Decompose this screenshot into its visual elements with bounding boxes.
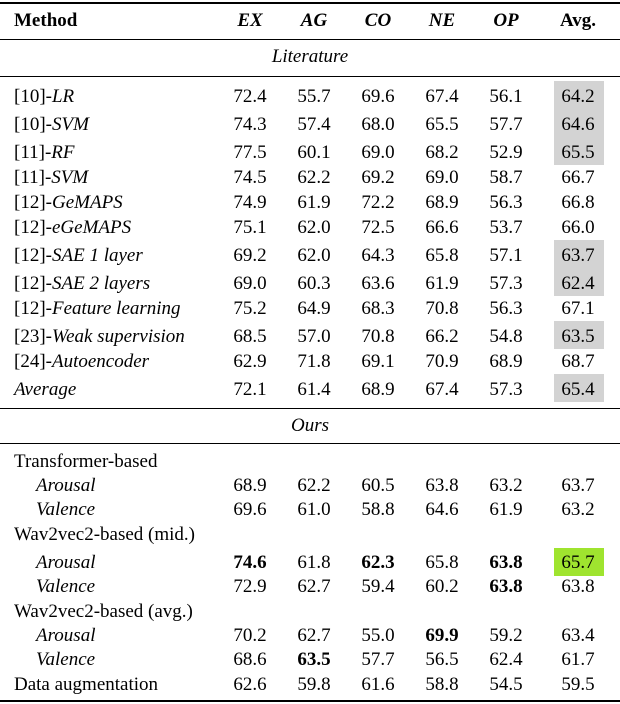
cell: 62.4 [489, 649, 523, 670]
row-label: Arousal [36, 475, 96, 496]
header-row [0, 9, 620, 33]
cell: 63.2 [489, 475, 523, 496]
cell: 65.4 [561, 379, 595, 400]
reference: [11]- [14, 142, 52, 163]
method-label [14, 85, 74, 109]
reference: [12]- [14, 273, 52, 294]
header-rule [0, 39, 620, 40]
cell: 57.7 [361, 649, 395, 670]
method-name: SAE 1 layer [51, 245, 143, 266]
cell: 69.2 [361, 167, 395, 188]
cell: 68.9 [361, 379, 395, 400]
cell: 54.8 [489, 326, 523, 347]
group-wav2vec2-avg [0, 600, 620, 624]
cell: 61.6 [361, 674, 395, 695]
row-data-augmentation [0, 673, 620, 697]
cell: 65.8 [425, 245, 459, 266]
row-transformer-valence [0, 498, 620, 522]
cell: 59.8 [297, 674, 331, 695]
method-name: LR [51, 86, 75, 107]
group-transformer [0, 450, 620, 474]
cell: 62.7 [297, 625, 331, 646]
cell: 68.0 [361, 114, 395, 135]
method-name: SVM [51, 114, 89, 135]
row-transformer-arousal [0, 474, 620, 498]
cell: 63.7 [561, 245, 595, 266]
cell: 63.4 [561, 625, 595, 646]
cell: 60.1 [297, 142, 331, 163]
cell: 52.9 [489, 142, 523, 163]
cell: 56.3 [489, 192, 523, 213]
reference: [11]- [14, 167, 52, 188]
header-co: CO [364, 10, 392, 31]
cell: 62.0 [297, 245, 331, 266]
cell: 70.9 [425, 351, 459, 372]
cell: 68.9 [233, 475, 267, 496]
row-wav-avg-arousal [0, 624, 620, 648]
cell: 68.2 [425, 142, 459, 163]
cell-best: 62.3 [361, 552, 395, 573]
cell-best: 63.5 [297, 649, 331, 670]
literature-row [0, 216, 620, 240]
cell: 65.8 [425, 552, 459, 573]
cell: 66.6 [425, 217, 459, 238]
cell: 56.5 [425, 649, 459, 670]
reference: [10]- [14, 86, 52, 107]
cell: 62.9 [233, 351, 267, 372]
reference: [12]- [14, 298, 52, 319]
ours-rule [0, 443, 620, 444]
row-wav-mid-arousal [0, 551, 620, 575]
cell: 74.5 [233, 167, 267, 188]
cell: 63.5 [561, 326, 595, 347]
cell: 61.9 [489, 499, 523, 520]
literature-row [0, 141, 620, 165]
row-wav-mid-valence [0, 575, 620, 599]
cell: 69.1 [361, 351, 395, 372]
cell: 55.7 [297, 86, 331, 107]
method-name: Weak supervision [51, 326, 185, 347]
method-name: eGeMAPS [51, 217, 132, 238]
method-name: SVM [51, 167, 89, 188]
method-name: GeMAPS [51, 192, 123, 213]
section-literature: Literature [271, 46, 349, 67]
cell: 68.3 [361, 298, 395, 319]
method-label [14, 191, 123, 215]
reference: [12]- [14, 192, 52, 213]
cell: 61.8 [297, 552, 331, 573]
cell: 70.8 [425, 298, 459, 319]
cell: 57.3 [489, 273, 523, 294]
cell: 59.4 [361, 576, 395, 597]
cell: 62.2 [297, 167, 331, 188]
cell: 69.2 [233, 245, 267, 266]
cell: 74.9 [233, 192, 267, 213]
cell: 70.8 [361, 326, 395, 347]
row-label: Arousal [36, 625, 96, 646]
average-label: Average [14, 379, 77, 400]
reference: [10]- [14, 114, 52, 135]
cell: 56.3 [489, 298, 523, 319]
top-rule [0, 2, 620, 4]
cell: 66.0 [561, 217, 595, 238]
literature-row [0, 191, 620, 215]
cell: 63.8 [561, 576, 595, 597]
cell: 69.0 [425, 167, 459, 188]
reference: [24]- [14, 351, 52, 372]
cell: 60.3 [297, 273, 331, 294]
cell: 75.2 [233, 298, 267, 319]
header-op: OP [493, 10, 519, 31]
cell: 58.7 [489, 167, 523, 188]
header-ag: AG [300, 10, 328, 31]
cell: 63.6 [361, 273, 395, 294]
cell: 66.8 [561, 192, 595, 213]
header-ne: NE [428, 10, 456, 31]
cell: 57.3 [489, 379, 523, 400]
method-label [14, 216, 131, 240]
cell: 68.5 [233, 326, 267, 347]
literature-row [0, 244, 620, 268]
literature-row [0, 325, 620, 349]
bottom-rule [0, 700, 620, 702]
cell-best: 74.6 [233, 552, 267, 573]
cell: 64.3 [361, 245, 395, 266]
cell: 55.0 [361, 625, 395, 646]
cell: 64.6 [561, 114, 595, 135]
cell: 66.2 [425, 326, 459, 347]
cell-best: 69.9 [425, 625, 459, 646]
cell: 77.5 [233, 142, 267, 163]
group-label: Wav2vec2-based (mid.) [14, 524, 196, 545]
cell: 57.7 [489, 114, 523, 135]
cell: 65.5 [561, 142, 595, 163]
cell: 69.6 [233, 499, 267, 520]
method-label [14, 272, 150, 296]
cell: 58.8 [425, 674, 459, 695]
literature-row [0, 272, 620, 296]
row-label: Data augmentation [14, 674, 159, 695]
cell: 75.1 [233, 217, 267, 238]
cell: 68.9 [425, 192, 459, 213]
method-label [14, 297, 181, 321]
row-label: Valence [36, 576, 96, 597]
cell: 66.7 [561, 167, 595, 188]
cell: 54.5 [489, 674, 523, 695]
cell: 69.0 [361, 142, 395, 163]
cell: 58.8 [361, 499, 395, 520]
cell: 68.7 [561, 351, 595, 372]
literature-row [0, 350, 620, 374]
literature-row [0, 166, 620, 190]
cell: 69.6 [361, 86, 395, 107]
cell: 62.0 [297, 217, 331, 238]
header-ex: EX [237, 10, 263, 31]
reference: [12]- [14, 245, 52, 266]
cell: 57.1 [489, 245, 523, 266]
cell: 68.6 [233, 649, 267, 670]
literature-row [0, 297, 620, 321]
cell: 68.9 [489, 351, 523, 372]
row-label: Arousal [36, 552, 96, 573]
cell: 64.6 [425, 499, 459, 520]
header-avg: Avg. [559, 10, 597, 31]
method-label [14, 350, 149, 374]
cell: 72.1 [233, 379, 267, 400]
cell: 61.4 [297, 379, 331, 400]
cell: 61.7 [561, 649, 595, 670]
cell: 62.2 [297, 475, 331, 496]
header-method: Method [14, 10, 78, 31]
cell: 60.5 [361, 475, 395, 496]
cell: 64.2 [561, 86, 595, 107]
row-label: Valence [36, 649, 96, 670]
cell: 70.2 [233, 625, 267, 646]
cell: 62.4 [561, 273, 595, 294]
cell: 62.7 [297, 576, 331, 597]
cell: 63.8 [425, 475, 459, 496]
cell: 61.9 [425, 273, 459, 294]
row-wav-avg-valence [0, 648, 620, 672]
cell: 67.1 [561, 298, 595, 319]
group-wav2vec2-mid [0, 523, 620, 547]
literature-row [0, 85, 620, 109]
cell: 72.5 [361, 217, 395, 238]
cell: 59.2 [489, 625, 523, 646]
cell: 61.0 [297, 499, 331, 520]
reference: [23]- [14, 326, 52, 347]
cell: 60.2 [425, 576, 459, 597]
literature-row [0, 113, 620, 137]
cell: 72.4 [233, 86, 267, 107]
cell: 67.4 [425, 379, 459, 400]
cell: 57.4 [297, 114, 331, 135]
cell: 65.7 [561, 552, 595, 573]
cell: 64.9 [297, 298, 331, 319]
average-row [0, 378, 620, 402]
cell: 57.0 [297, 326, 331, 347]
cell: 71.8 [297, 351, 331, 372]
row-label: Valence [36, 499, 96, 520]
cell: 72.2 [361, 192, 395, 213]
method-label [14, 244, 143, 268]
cell: 65.5 [425, 114, 459, 135]
cell: 67.4 [425, 86, 459, 107]
method-name: SAE 2 layers [51, 273, 151, 294]
literature-rule [0, 76, 620, 77]
cell: 56.1 [489, 86, 523, 107]
method-label [14, 325, 185, 349]
method-name: RF [51, 142, 75, 163]
cell: 63.2 [561, 499, 595, 520]
cell: 62.6 [233, 674, 267, 695]
section-ours: Ours [290, 415, 329, 436]
group-label: Wav2vec2-based (avg.) [14, 601, 193, 622]
method-label [14, 141, 75, 165]
group-label: Transformer-based [14, 451, 158, 472]
cell: 72.9 [233, 576, 267, 597]
cell: 59.5 [561, 674, 595, 695]
cell-best: 63.8 [489, 576, 523, 597]
cell: 63.7 [561, 475, 595, 496]
cell: 69.0 [233, 273, 267, 294]
cell-best: 63.8 [489, 552, 523, 573]
cell: 61.9 [297, 192, 331, 213]
ours-top-rule [0, 408, 620, 409]
method-label [14, 166, 88, 190]
cell: 53.7 [489, 217, 523, 238]
method-label [14, 113, 89, 137]
method-name: Autoencoder [51, 351, 150, 372]
reference: [12]- [14, 217, 52, 238]
method-name: Feature learning [51, 298, 181, 319]
cell: 74.3 [233, 114, 267, 135]
